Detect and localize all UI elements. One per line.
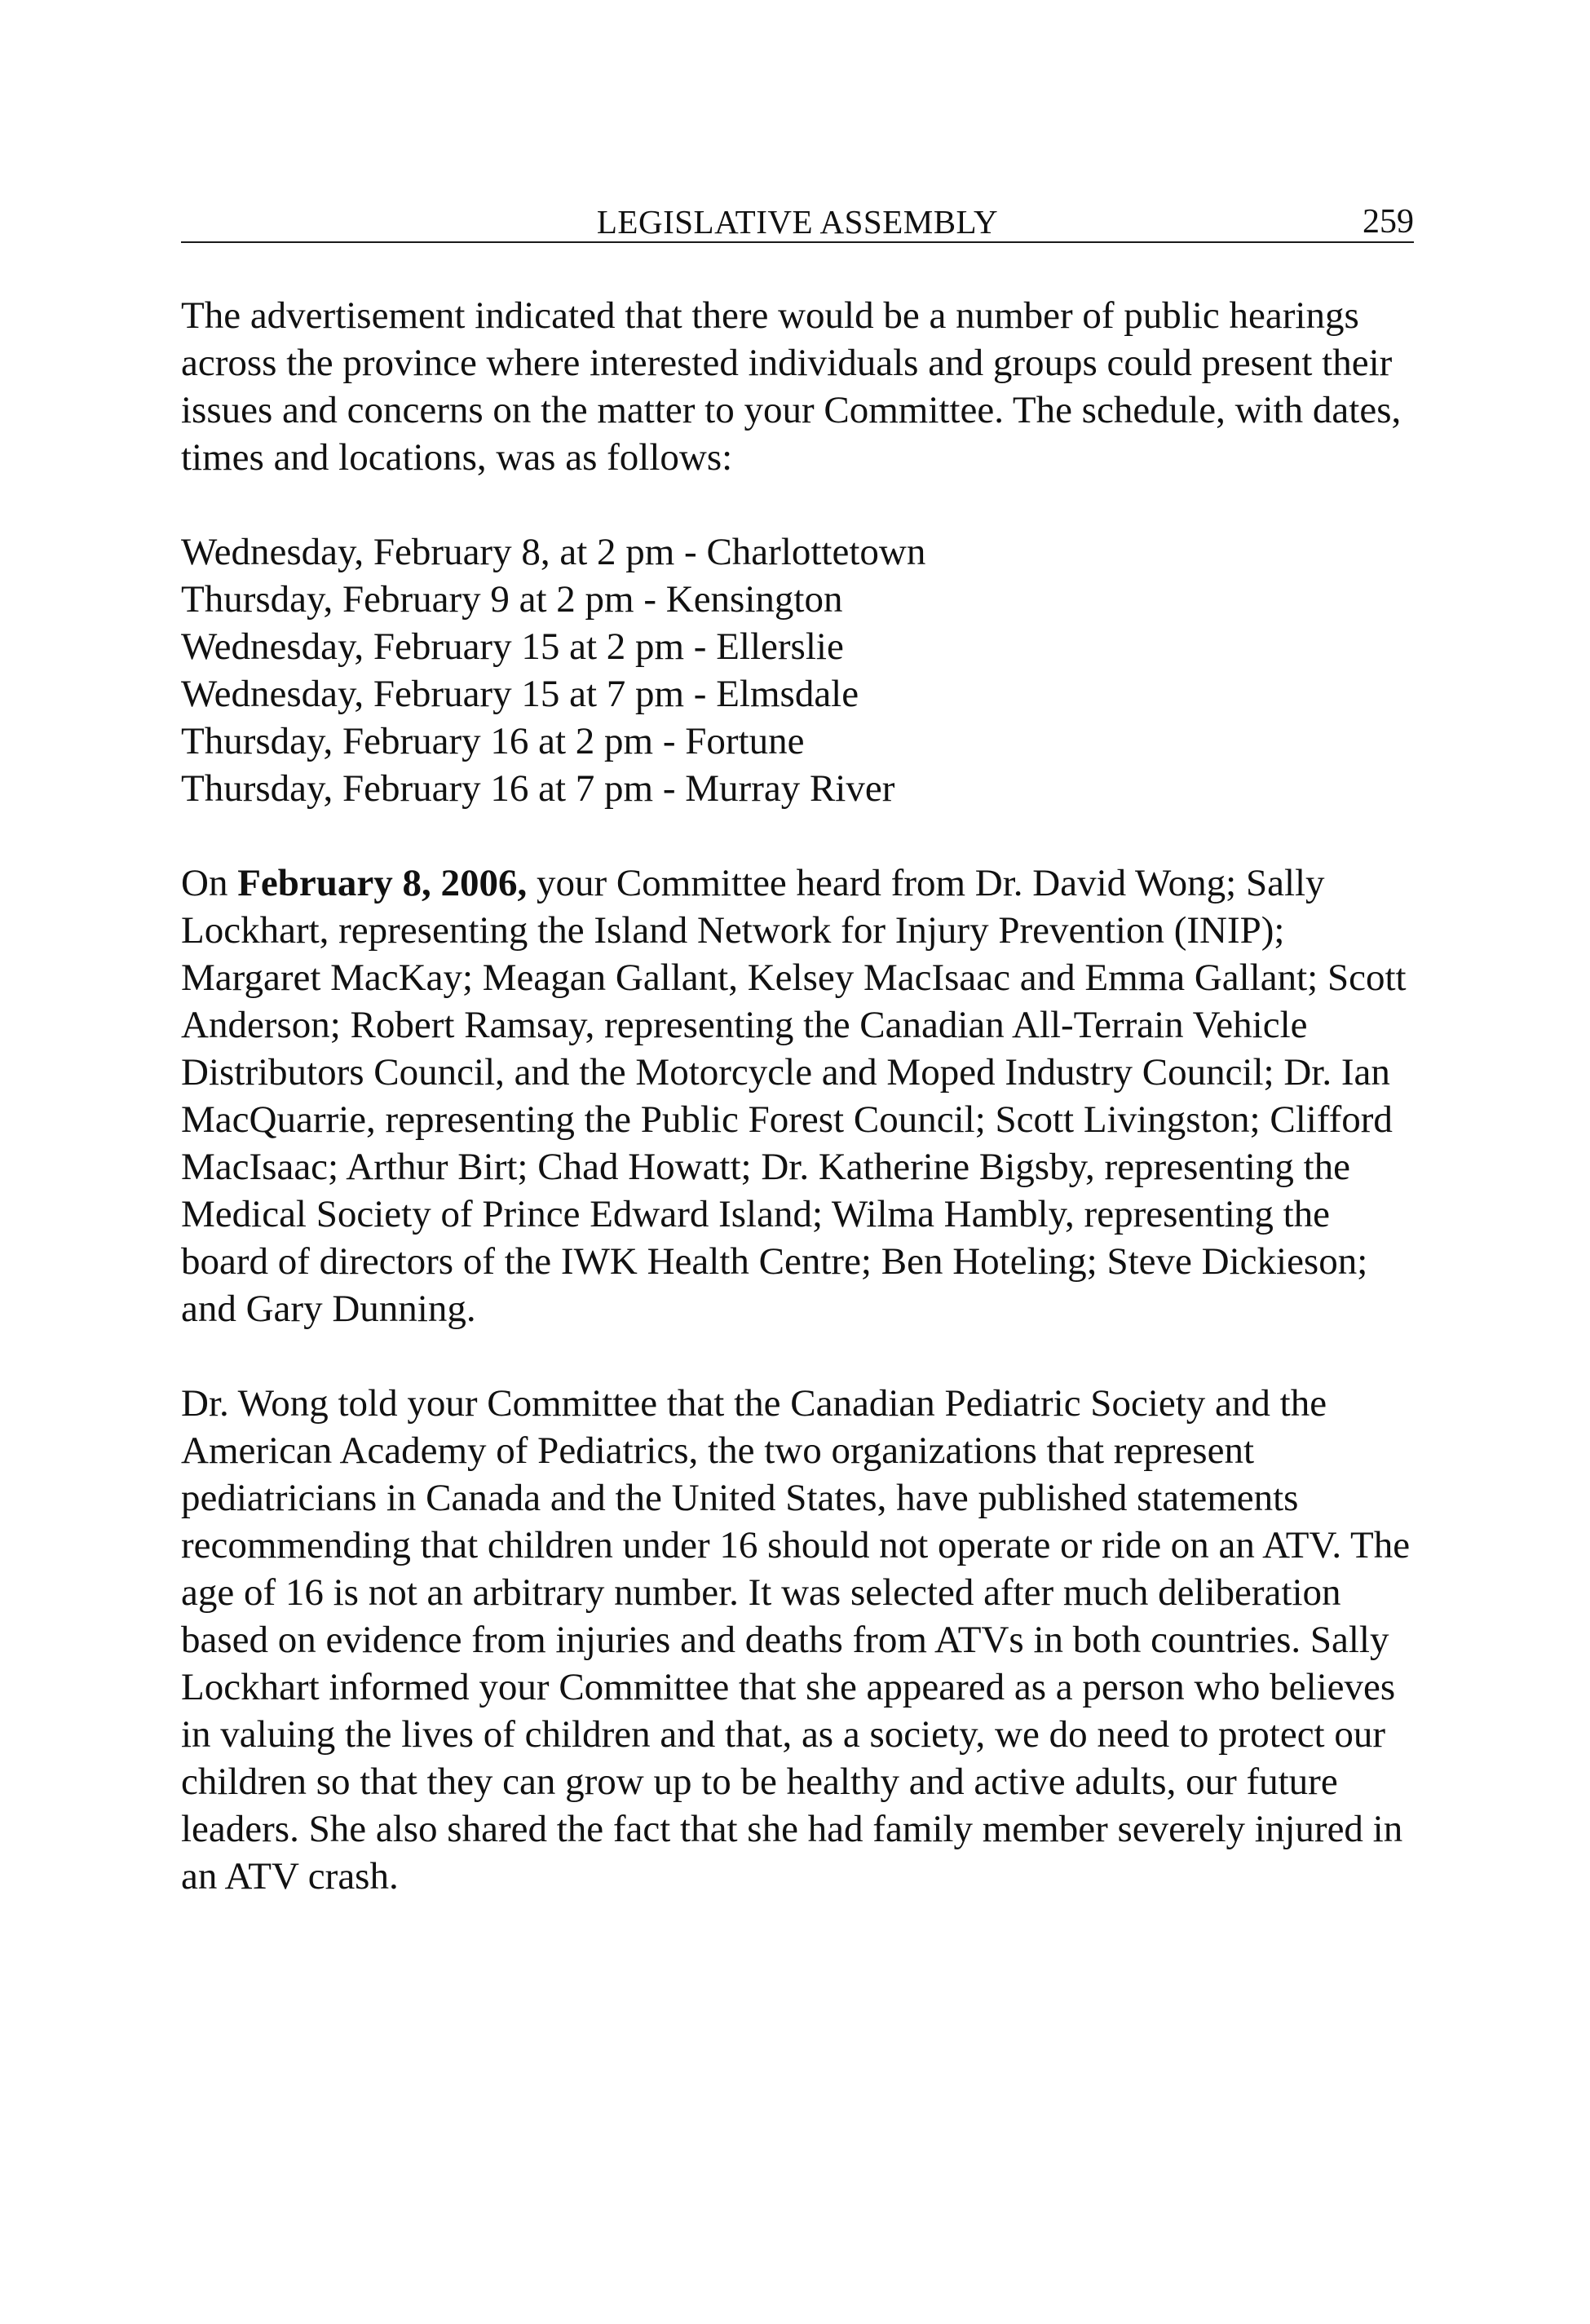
running-header [181, 202, 1414, 243]
document-page [181, 202, 1414, 1947]
schedule-item: Thursday, February 9 at 2 pm - Kensington [181, 578, 843, 621]
hearing-lead: On [181, 862, 238, 904]
hearing-schedule [181, 528, 1414, 812]
schedule-item: Thursday, February 16 at 7 pm - Murray River [181, 767, 895, 810]
header-title: LEGISLATIVE ASSEMBLY [596, 203, 999, 241]
schedule-item: Wednesday, February 15 at 2 pm - Ellerslie [181, 625, 844, 668]
schedule-item: Wednesday, February 15 at 7 pm - Elmsdale [181, 673, 859, 715]
schedule-item: Thursday, February 16 at 2 pm - Fortune [181, 720, 805, 762]
hearing-date: February 8, 2006, [237, 862, 528, 904]
schedule-item: Wednesday, February 8, at 2 pm - Charlottetown [181, 531, 926, 573]
hearing-paragraph [181, 859, 1414, 1332]
hearing-participants: your Committee heard from Dr. David Wong; Sally Lockhart, representing the Island Network for Injury Prevention (INIP); Margaret MacKay; Meagan Gallant, Kelsey MacIsaac and Emma Gallant; Scott Anderson; Robert Ramsay, representing the Canadian All-Terrain Vehicle Distributors Council, and the Motorcycle and Moped Industry Council; Dr. Ian MacQuarrie, representing the Public Forest Council; Scott Livingston; Clifford MacIsaac; Arthur Birt; Chad Howatt; Dr. Katherine Bigsby, representing the Medical Society of Prince Edward Island; Wilma Hambly, representing the board of directors of the IWK Health Centre; Ben Hoteling; Steve Dickieson; and Gary Dunning. [181, 862, 1407, 1330]
testimony-paragraph: Dr. Wong told your Committee that the Canadian Pediatric Society and the American Academy of Pediatrics, the two organizations that represent pediatricians in Canada and the United States, have published statements recommending that children under 16 should not operate or ride on an ATV. The age of 16 is not an arbitrary number. It was selected after much deliberation based on evidence from injuries and deaths from ATVs in both countries. Sally Lockhart informed your Committee that she appeared as a person who believes in valuing the lives of children and that, as a society, we do need to protect our children so that they can grow up to be healthy and active adults, our future leaders. She also shared the fact that she had family member severely injured in an ATV crash. [181, 1382, 1411, 1898]
page-number: 259 [1363, 203, 1414, 241]
intro-paragraph: The advertisement indicated that there would be a number of public hearings across the province where interested individuals and groups could present their issues and concerns on the matter to your Committee. The schedule, with dates, times and locations, was as follows: [181, 294, 1402, 479]
document-body [181, 292, 1414, 1900]
